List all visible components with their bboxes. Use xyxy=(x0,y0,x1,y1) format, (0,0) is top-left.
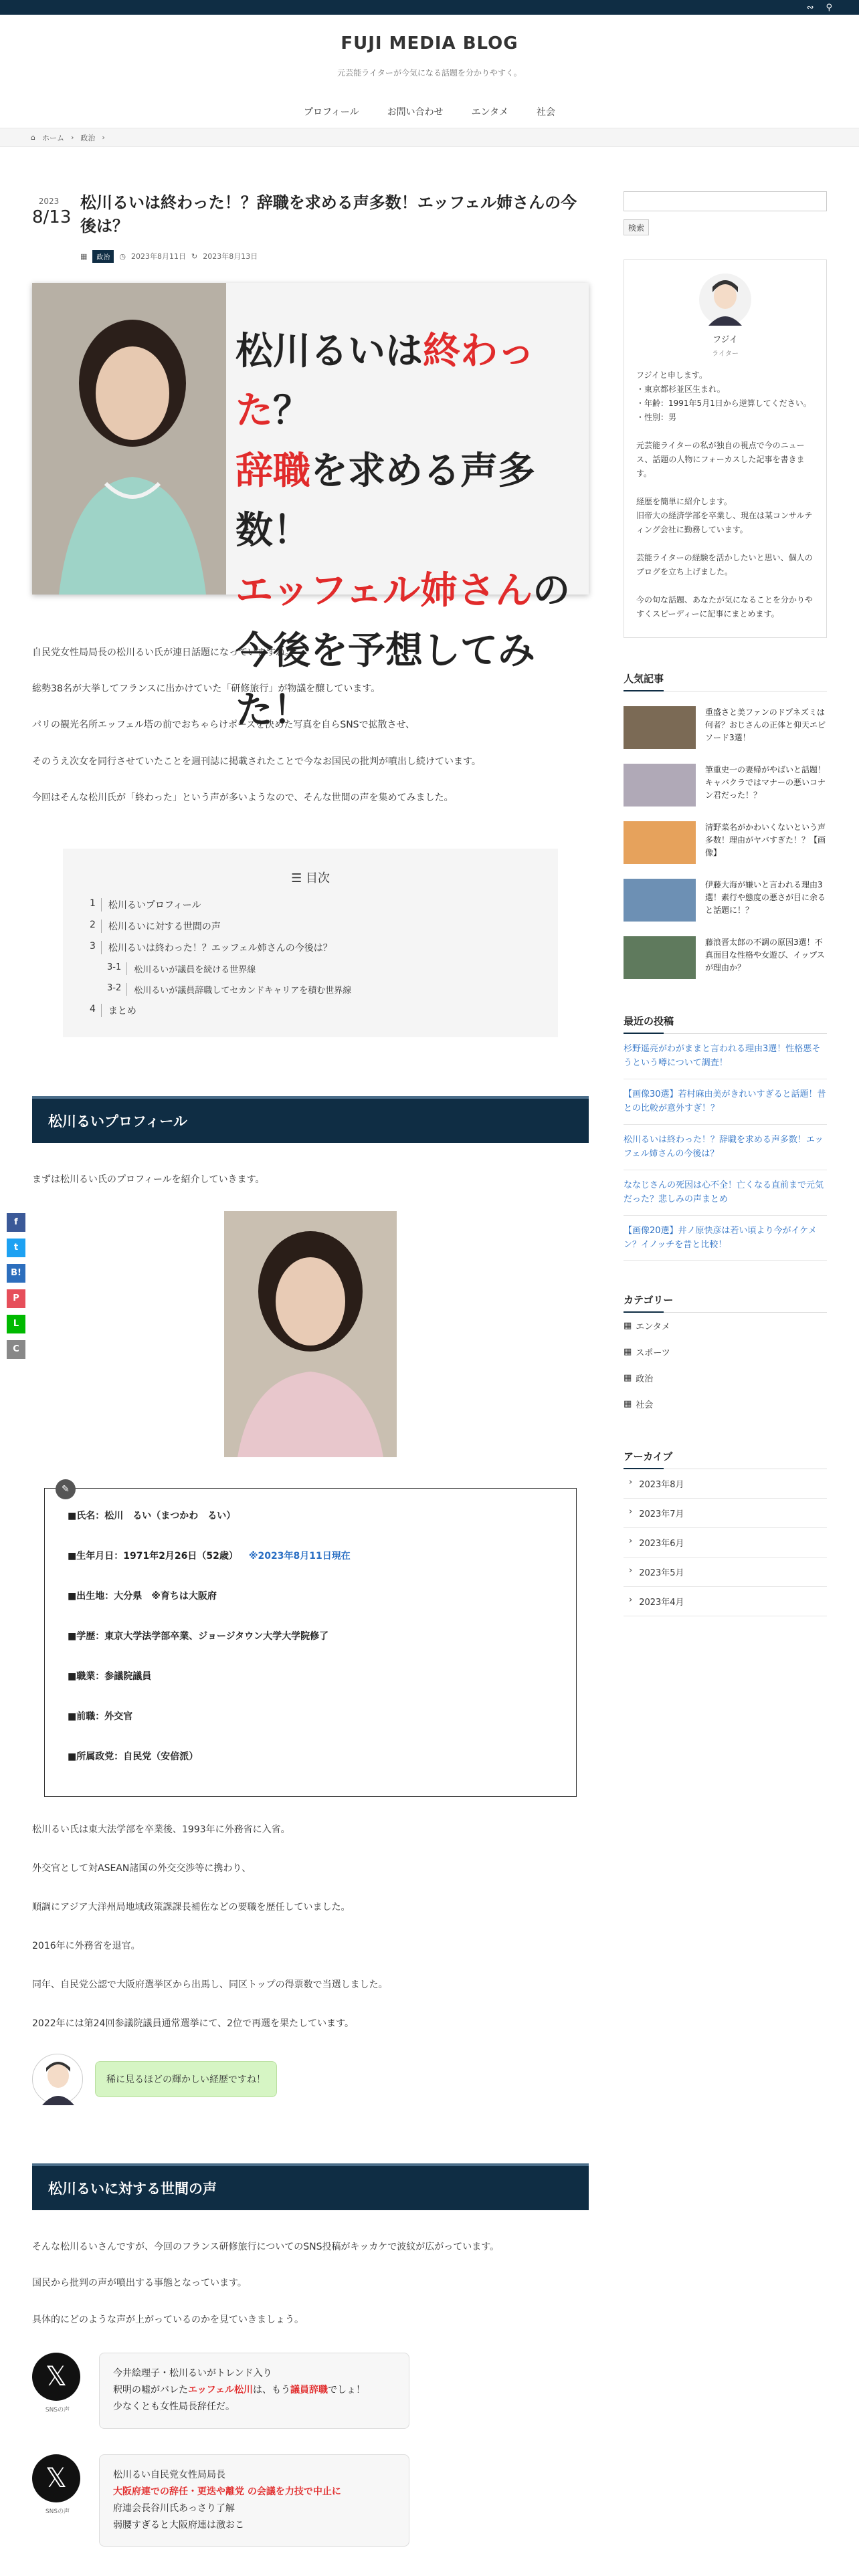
hatena-share-button[interactable]: B! xyxy=(7,1264,25,1283)
line-share-button[interactable]: L xyxy=(7,1315,25,1333)
post-thumbnail xyxy=(624,706,696,749)
post-thumbnail xyxy=(624,936,696,979)
archive-link[interactable]: › 2023年8月 xyxy=(624,1469,827,1499)
intro-paragraph: そのうえ次女を同行させていたことを週刊誌に掲載されたことで今なお国民の批判が噴出し続けています。 xyxy=(32,756,481,767)
nav-item-profile[interactable]: プロフィール xyxy=(303,107,359,118)
post-thumbnail xyxy=(624,764,696,807)
section-heading-profile: 松川るいプロフィール xyxy=(32,1096,589,1143)
site-header xyxy=(0,15,859,128)
update-icon: ↻ xyxy=(191,251,198,261)
nav-item-contact[interactable]: お問い合わせ xyxy=(387,107,444,118)
category-link[interactable]: ▦ エンタメ xyxy=(624,1321,670,1333)
tweet-body: 松川るい自民党女性局局長 大阪府連での辞任・更迭や離党 の会議を力技で中止に 府連会長谷川氏あっさり了解 弱腰すぎると大阪府連は激おこ xyxy=(99,2454,409,2547)
body-paragraph: 松川るい氏は東大法学部を卒業後、1993年に外務省に入省。 xyxy=(32,1824,290,1835)
post-meta xyxy=(80,250,589,263)
portrait-photo xyxy=(32,283,226,595)
body-paragraph: 順調にアジア大洋州局地域政策課課長補佐などの要職を歴任していました。 xyxy=(32,1901,351,1913)
breadcrumb xyxy=(0,128,859,147)
category-tag[interactable]: 政治 xyxy=(92,250,114,263)
profile-row: ■出生地：大分県 ※育ちは大阪府 xyxy=(68,1590,217,1602)
top-bar xyxy=(0,0,859,15)
folder-icon: ▦ xyxy=(624,1321,632,1331)
popular-posts xyxy=(624,671,827,979)
clock-icon: ◷ xyxy=(119,251,126,261)
body-paragraph: 2016年に外務省を退官。 xyxy=(32,1940,140,1951)
popular-item[interactable]: 筆重史一の妻帰がやばいと話題！キャバクラではマナーの悪いコナン君だった！？ xyxy=(624,764,827,807)
tweet-card: 𝕏 SNSの声 今井絵理子・松川るいがトレンド入り 釈明の嘘がバレたエッフェル松川は、もう議員辞職でしょ！ 少なくとも女性局長辞任だ。 xyxy=(32,2353,589,2429)
archive-widget xyxy=(624,1449,827,1616)
toc-item[interactable]: 3-1 松川るいが議員を続ける世界線 xyxy=(107,962,256,975)
folder-icon: ▦ xyxy=(624,1347,632,1358)
nav-item-society[interactable]: 社会 xyxy=(537,107,556,118)
x-logo-icon: 𝕏 xyxy=(32,2454,80,2502)
main-content xyxy=(32,147,589,2547)
profile-photo xyxy=(224,1211,397,1457)
archive-link[interactable]: › 2023年7月 xyxy=(624,1499,827,1528)
recent-post-link[interactable]: ななじさんの死因は心不全！亡くなる直前まで元気だった？悲しみの声まとめ xyxy=(624,1170,827,1216)
body-paragraph: そんな松川るいさんですが、今回のフランス研修旅行についてのSNS投稿がキッカケで波紋が広がっています。 xyxy=(32,2241,500,2252)
author-avatar xyxy=(32,2054,83,2105)
post-thumbnail xyxy=(624,821,696,864)
popular-item[interactable]: 伊藤大海が嫌いと言われる理由3選！素行や態度の悪さが目に余ると話題に！？ xyxy=(624,879,827,922)
recent-post-link[interactable]: 【画像30選】若村麻由美がきれいすぎると話題！昔との比較が意外すぎ！？ xyxy=(624,1079,827,1125)
folder-icon: ▦ xyxy=(80,251,88,261)
updated-date: 2023年8月13日 xyxy=(203,252,258,261)
post-date-md: 8/13 xyxy=(32,207,72,227)
search-icon[interactable]: ⚲ xyxy=(826,2,832,13)
breadcrumb-home[interactable]: ホーム xyxy=(41,133,64,142)
toc-item[interactable]: 4 まとめ xyxy=(90,1003,136,1016)
share-buttons xyxy=(7,1213,25,1359)
chevron-right-icon: › xyxy=(70,133,74,142)
intro-paragraph: 今回はそんな松川氏が「終わった」という声が多いようなので、そんな世間の声を集めてみました。 xyxy=(32,792,454,804)
post-header xyxy=(32,191,589,263)
profile-row: ■前職：外交官 xyxy=(68,1711,133,1722)
facebook-share-button[interactable]: f xyxy=(7,1213,25,1232)
toc-item[interactable]: 3-2 松川るいが議員辞職してセカンドキャリアを積む世界線 xyxy=(107,982,352,996)
list-icon: ☰ xyxy=(291,871,302,885)
toc-item[interactable]: 2 松川るいに対する世間の声 xyxy=(90,919,221,932)
archive-link[interactable]: › 2023年5月 xyxy=(624,1558,827,1587)
nav-item-entertainment[interactable]: エンタメ xyxy=(471,107,509,118)
post-title: 松川るいは終わった！？辞職を求める声多数！エッフェル姉さんの今後は？ xyxy=(80,193,577,235)
recent-post-link[interactable]: 杉野遥亮がわがままと言われる理由3選！性格悪そうという噂について調査！ xyxy=(624,1034,827,1079)
widget-title: 最近の投稿 xyxy=(624,1014,827,1034)
x-logo-icon: 𝕏 xyxy=(32,2353,80,2401)
author-role: ライター xyxy=(712,350,739,358)
categories-widget xyxy=(624,1293,827,1417)
profile-illustration xyxy=(224,1211,397,1457)
intro-paragraph: パリの観光名所エッフェル塔の前でおちゃらけポーズを決めた写真を自らSNSで拡散させ、 xyxy=(32,720,415,731)
profile-box xyxy=(44,1483,577,1797)
archive-link[interactable]: › 2023年4月 xyxy=(624,1587,827,1616)
chevron-right-icon: › xyxy=(629,1507,633,1517)
folder-icon: ▦ xyxy=(624,1399,632,1410)
body-paragraph: 2022年には第24回参議院議員通常選挙にて、2位で再選を果たしています。 xyxy=(32,2018,354,2029)
widget-title: 人気記事 xyxy=(624,671,827,691)
category-link[interactable]: ▦ 政治 xyxy=(624,1373,654,1385)
body-paragraph: 国民から批判の声が噴出する事態となっています。 xyxy=(32,2278,247,2289)
profile-note: ※2023年8月11日現在 xyxy=(248,1550,351,1562)
archive-link[interactable]: › 2023年6月 xyxy=(624,1528,827,1558)
widget-title: カテゴリー xyxy=(624,1293,827,1313)
chevron-right-icon: › xyxy=(629,1536,633,1547)
profile-row: ■氏名：松川 るい（まつかわ るい） xyxy=(68,1510,236,1521)
author-bio: フジイと申します。 ・東京都杉並区生まれ。 ・年齢：1991年5月1日から逆算してください。 ・性別：男 元芸能ライターの私が独自の視点で今のニュース、話題の人物にフォーカスした記事を書きます。 経歴を簡単に紹介します。 旧帝大の経済学部を卒業し、現在は某コンサルティング会社に勤務しています。 芸能ライターの経験を活かしたいと思い、個人のブログを立ち上げました。 今の旬な話題、あなたが気になることを分かりやすくスピーディーに記事にまとめます。 xyxy=(636,370,814,619)
author-card xyxy=(624,259,827,638)
recent-post-link[interactable]: 松川るいは終わった！？辞職を求める声多数！エッフェル姉さんの今後は？ xyxy=(624,1125,827,1170)
body-paragraph: 具体的にどのような声が上がっているのかを見ていきましょう。 xyxy=(32,2314,304,2325)
pocket-share-button[interactable]: P xyxy=(7,1289,25,1308)
portrait-illustration xyxy=(32,283,226,595)
body-paragraph: 外交官として対ASEAN諸国の外交交渉等に携わり、 xyxy=(32,1862,252,1874)
section-heading-voices: 松川るいに対する世間の声 xyxy=(32,2163,589,2210)
global-nav xyxy=(0,105,859,118)
speech-bubble: 稀に見るほどの輝かしい経歴ですね！ xyxy=(95,2061,277,2097)
folder-icon: ▦ xyxy=(624,1373,632,1384)
twitter-share-button[interactable]: t xyxy=(7,1239,25,1257)
author-avatar xyxy=(699,274,751,326)
recent-post-link[interactable]: 【画像20選】井ノ原快彦は若い頃より今がイケメン？イノッチを昔と比較！ xyxy=(624,1216,827,1261)
popular-item[interactable]: 重盛さと美ファンのドプネズミは何者？おじさんの正体と仰天エピソード3選！ xyxy=(624,706,827,749)
copy-link-button[interactable]: C xyxy=(7,1340,25,1359)
chevron-right-icon: › xyxy=(629,1477,633,1488)
toc-item[interactable]: 3 松川るいは終わった！？エッフェル姉さんの今後は？ xyxy=(90,940,332,954)
popular-item[interactable]: 藤浪晋太郎の不調の原因3選！不真面目な性格や女遊び、イップスが理由か？ xyxy=(624,936,827,979)
speech-balloon xyxy=(32,2054,589,2105)
toc-title: ☰ 目次 xyxy=(291,871,330,885)
profile-row: ■学歴：東京大学法学部卒業、ジョージタウン大学大学院修了 xyxy=(68,1630,329,1642)
toc-item[interactable]: 1 松川るいプロフィール xyxy=(90,897,201,911)
post-thumbnail xyxy=(624,879,696,922)
profile-row: ■生年月日：1971年2月26日（52歳） ※2023年8月11日現在 xyxy=(68,1550,351,1562)
intro-paragraph: 総勢38名が大挙してフランスに出かけていた「研修旅行」が物議を醸しています。 xyxy=(32,683,381,694)
body-paragraph: 同年、自民党公認で大阪府選挙区から出馬し、同区トップの得票数で当選しました。 xyxy=(32,1979,388,1990)
section-lead: まずは松川るい氏のプロフィールを紹介していきます。 xyxy=(32,1174,265,1185)
site-description: 元芸能ライターが今気になる話題を分かりやすく。 xyxy=(337,68,522,78)
profile-row: ■所属政党：自民党（安倍派） xyxy=(68,1751,199,1762)
chevron-right-icon: › xyxy=(102,133,105,142)
widget-title: アーカイブ xyxy=(624,1449,827,1469)
published-date: 2023年8月11日 xyxy=(131,252,187,261)
chevron-right-icon: › xyxy=(629,1566,633,1576)
table-of-contents xyxy=(63,849,558,1037)
popular-item[interactable]: 清野菜名がかわいくないという声多数！理由がヤバすぎた！？【画像】 xyxy=(624,821,827,864)
search-button[interactable]: 検索 xyxy=(624,219,649,235)
eyecatch-headline: 松川るいは終わった？ 辞職を求める声多数！ エッフェル姉さんの 今後を予想してみた！ xyxy=(235,329,571,733)
rss-icon[interactable]: ∾ xyxy=(806,2,814,13)
home-icon: ⌂ xyxy=(31,133,35,142)
profile-row: ■職業：参議院議員 xyxy=(68,1671,152,1682)
pencil-icon: ✎ xyxy=(56,1479,76,1499)
category-link[interactable]: ▦ スポーツ xyxy=(624,1347,670,1359)
intro-paragraph: 自民党女性局局長の松川るい氏が連日話題になっていますね。 xyxy=(32,647,294,658)
author-name: フジイ xyxy=(712,335,738,345)
chevron-right-icon: › xyxy=(629,1595,633,1606)
sidebar xyxy=(624,147,827,1616)
tweet-card: 𝕏 SNSの声 松川るい自民党女性局局長 大阪府連での辞任・更迭や離党 の会議を力技で中止に 府連会長谷川氏あっさり了解 弱腰すぎると大阪府連は激おこ xyxy=(32,2454,589,2547)
post-date-year: 2023 xyxy=(38,197,60,206)
post-date xyxy=(32,191,72,263)
tweet-body: 今井絵理子・松川るいがトレンド入り 釈明の嘘がバレたエッフェル松川は、もう議員辞職でしょ！ 少なくとも女性局長辞任だ。 xyxy=(99,2353,409,2429)
recent-posts xyxy=(624,1014,827,1261)
site-title[interactable]: FUJI MEDIA BLOG xyxy=(341,33,518,53)
breadcrumb-category[interactable]: 政治 xyxy=(80,133,96,142)
search-input[interactable] xyxy=(624,191,827,211)
category-link[interactable]: ▦ 社会 xyxy=(624,1399,654,1411)
